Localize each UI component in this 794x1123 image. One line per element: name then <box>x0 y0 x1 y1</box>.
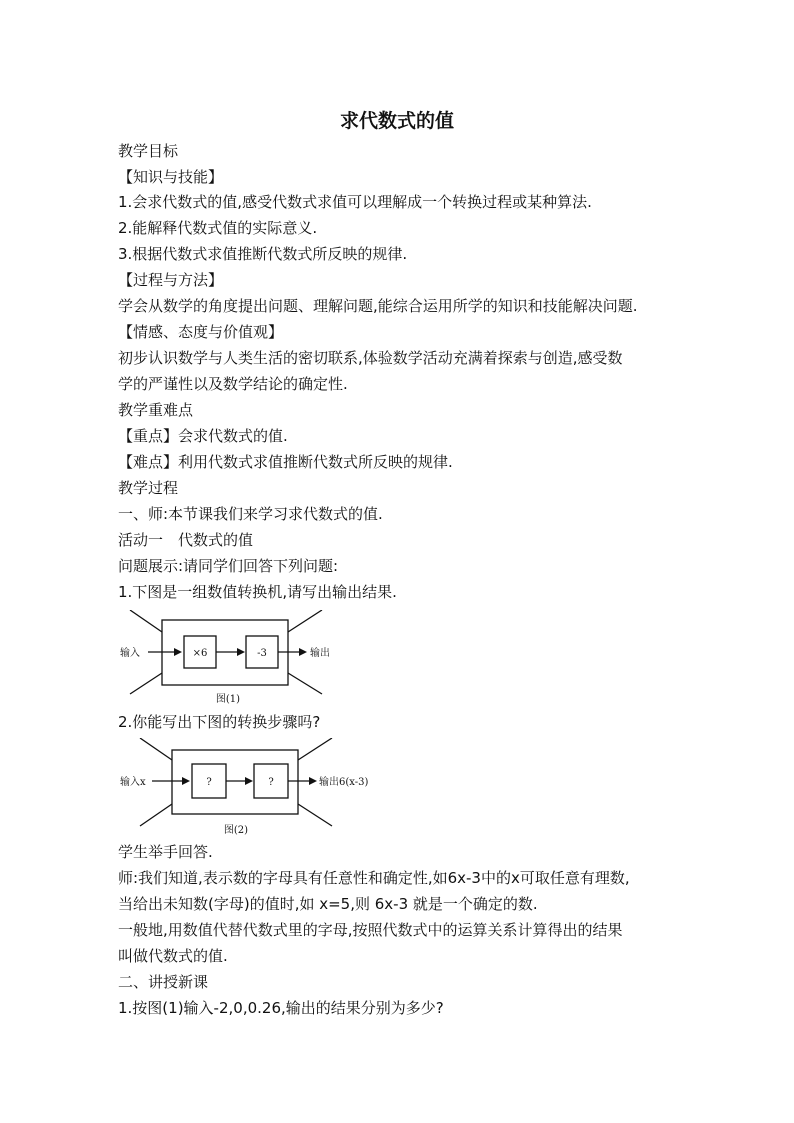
section-new-lesson: 二、讲授新课 <box>118 973 209 991</box>
text-line: 【重点】会求代数式的值. <box>118 427 288 445</box>
text-line: 3.根据代数式求值推断代数式所反映的规律. <box>118 245 408 263</box>
heading-teaching-process: 教学过程 <box>118 479 179 497</box>
text-line: 学的严谨性以及数学结论的确定性. <box>118 375 348 393</box>
question-1: 1.下图是一组数值转换机,请写出输出结果. <box>118 583 397 601</box>
figure-2-op1: ? <box>206 777 212 788</box>
text-line: 一般地,用数值代替代数式里的字母,按照代数式中的运算关系计算得出的结果 <box>118 921 623 939</box>
figure-2-caption: 图(2) <box>223 825 249 836</box>
text-line: 1.会求代数式的值,感受代数式求值可以理解成一个转换过程或某种算法. <box>118 193 592 211</box>
text-line: 学生举手回答. <box>118 843 213 861</box>
text-line: 初步认识数学与人类生活的密切联系,体验数学活动充满着探索与创造,感受数 <box>118 349 623 367</box>
text-line: 叫做代数式的值. <box>118 947 228 965</box>
figure-1-converter-diagram <box>118 610 378 710</box>
text-line: 当给出未知数(字母)的值时,如 x=5,则 6x-3 就是一个确定的数. <box>118 895 538 913</box>
figure-1-op2: -3 <box>257 648 267 659</box>
subheading-process-method: 【过程与方法】 <box>118 271 224 289</box>
text-line: 一、师:本节课我们来学习求代数式的值. <box>118 505 383 523</box>
text-line: 2.能解释代数式值的实际意义. <box>118 219 318 237</box>
figure-2-input-label: 输入x <box>120 777 146 788</box>
text-line: 【难点】利用代数式求值推断代数式所反映的规律. <box>118 453 453 471</box>
text-line: 1.按图(1)输入-2,0,0.26,输出的结果分别为多少? <box>118 999 444 1017</box>
page-title: 求代数式的值 <box>339 110 454 132</box>
heading-key-difficult-points: 教学重难点 <box>118 401 194 419</box>
text-line: 学会从数学的角度提出问题、理解问题,能综合运用所学的知识和技能解决问题. <box>118 297 638 315</box>
figure-1-op1: ×6 <box>192 648 208 659</box>
heading-teaching-objectives: 教学目标 <box>118 142 179 160</box>
figure-2-converter-diagram <box>118 738 398 838</box>
figure-1-input-label: 输入 <box>120 648 140 659</box>
subheading-knowledge-skills: 【知识与技能】 <box>118 168 224 186</box>
subheading-emotion-values: 【情感、态度与价值观】 <box>118 323 284 341</box>
figure-1-caption: 图(1) <box>215 694 241 705</box>
figure-1-output-label: 输出 <box>310 648 330 659</box>
figure-2-output-label: 输出6(x-3) <box>319 777 369 788</box>
figure-2-op2: ? <box>268 777 274 788</box>
text-line: 问题展示:请同学们回答下列问题: <box>118 557 339 575</box>
text-line: 师:我们知道,表示数的字母具有任意性和确定性,如6x-3中的x可取任意有理数, <box>118 869 630 887</box>
activity-heading: 活动一 代数式的值 <box>118 531 254 549</box>
question-2: 2.你能写出下图的转换步骤吗? <box>118 713 321 731</box>
